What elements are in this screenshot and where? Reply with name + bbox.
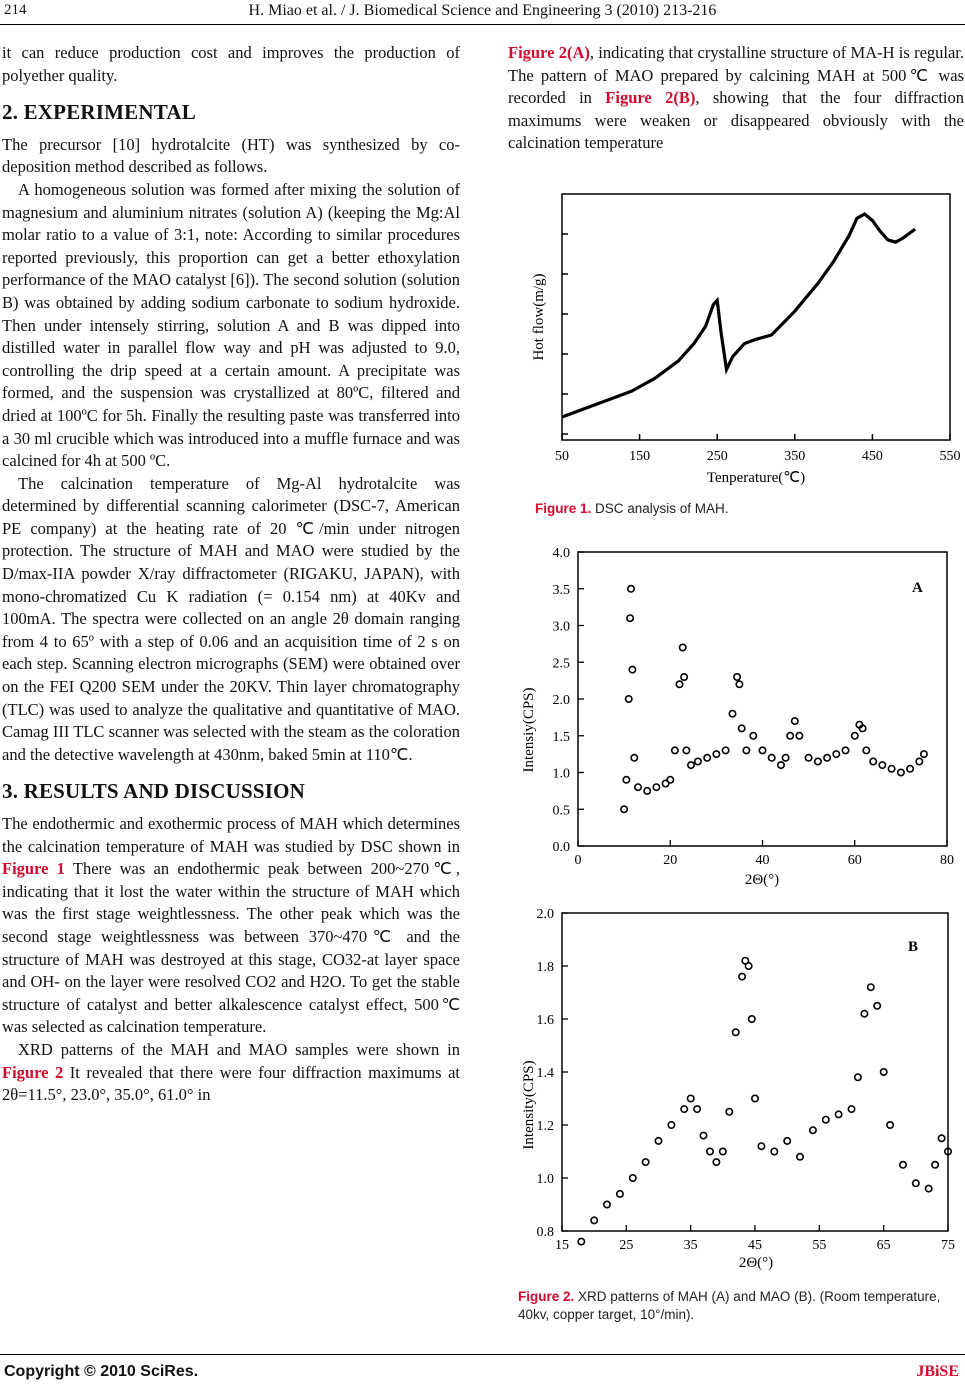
- xrd-data-point: [842, 747, 848, 753]
- xrd-data-point: [759, 747, 765, 753]
- xrd-data-point: [630, 1175, 636, 1181]
- xrd-data-point: [631, 755, 637, 761]
- xrd-data-point: [926, 1185, 932, 1191]
- right-paragraph-text-b: , showing that the four diffraction maximums were weaken or disappeared obviously with the calcination temperature: [508, 88, 964, 153]
- xrd-data-point: [771, 1148, 777, 1154]
- xrd-data-point: [739, 725, 745, 731]
- xrd-data-point: [713, 751, 719, 757]
- figure-2b-panel-label: B: [908, 939, 919, 955]
- figure-1-x-axis-label: Tenperature(℃): [706, 470, 806, 486]
- xrd-data-point: [734, 674, 740, 680]
- xrd-data-point: [591, 1217, 597, 1223]
- xrd-data-point: [874, 1003, 880, 1009]
- figure-1-x-tick-label: 250: [706, 449, 728, 464]
- xrd-data-point: [833, 751, 839, 757]
- xrd-data-point: [621, 806, 627, 812]
- xrd-data-point: [900, 1162, 906, 1168]
- figure-2-caption-label: Figure 2.: [518, 1289, 575, 1304]
- xrd-data-point: [726, 1109, 732, 1115]
- fig2a-x-tick-label: 80: [940, 853, 954, 868]
- fig2a-y-tick-label: 0.5: [552, 803, 570, 819]
- fig2a-x-tick-label: 60: [847, 853, 862, 868]
- fig2b-y-tick-label: 1.0: [536, 1172, 554, 1187]
- xrd-data-point: [604, 1201, 610, 1207]
- figure-2b-plot-frame: [562, 913, 948, 1231]
- fig2b-y-tick-label: 1.2: [536, 1119, 554, 1134]
- xrd-data-point: [916, 758, 922, 764]
- figure-1-plot-frame: [562, 194, 950, 440]
- xrd-data-point: [672, 747, 678, 753]
- section-heading-results: 3. RESULTS AND DISCUSSION: [2, 779, 305, 804]
- figure-2a-x-axis-label: 2Θ(°): [744, 872, 780, 888]
- results-paragraph-1-text-a: The endothermic and exothermic process of MAH which determines the calcination temperature of MAH was studied by DSC shown in: [2, 814, 460, 856]
- xrd-data-point: [743, 747, 749, 753]
- fig2a-y-tick-label: 2.5: [552, 656, 570, 672]
- xrd-data-point: [750, 733, 756, 739]
- xrd-data-point: [635, 784, 641, 790]
- xrd-data-point: [784, 1138, 790, 1144]
- xrd-data-point: [861, 1011, 867, 1017]
- fig2b-x-tick-label: 25: [619, 1238, 634, 1253]
- xrd-data-point: [855, 1074, 861, 1080]
- figure-1-caption-text: DSC analysis of MAH.: [591, 501, 729, 516]
- figure-1-x-tick-label: 550: [939, 449, 961, 464]
- xrd-data-point: [733, 1029, 739, 1035]
- xrd-data-point: [913, 1180, 919, 1186]
- xrd-data-point: [688, 762, 694, 768]
- figure-2b-reference-link[interactable]: Figure 2(B): [605, 88, 696, 108]
- xrd-data-point: [676, 681, 682, 687]
- xrd-data-point: [815, 758, 821, 764]
- results-paragraph-1: [2, 813, 460, 1039]
- fig2a-x-tick-label: 0: [574, 853, 582, 868]
- xrd-data-point: [810, 1127, 816, 1133]
- figure-2a-panel-label: A: [912, 580, 923, 596]
- xrd-data-point: [863, 747, 869, 753]
- experimental-paragraph-1: The precursor [10] hydrotalcite (HT) was synthesized by co-deposition method described as follows.: [2, 134, 460, 177]
- figure-2b-xrd-chart: [512, 905, 964, 1275]
- xrd-data-point: [824, 755, 830, 761]
- right-paragraph-text-a: , indicating that crystalline structure of MA-H is regular. The pattern of MAO prepared by calcining MAH at 500℃ was recorded in: [508, 43, 965, 108]
- xrd-data-point: [707, 1148, 713, 1154]
- figure-2a-plot-frame: [578, 552, 947, 846]
- xrd-data-point: [921, 751, 927, 757]
- xrd-data-point: [644, 788, 650, 794]
- figure-2a-y-axis-label: Intensiy(CPS): [521, 687, 537, 773]
- fig2a-y-tick-label: 1.5: [552, 729, 570, 745]
- xrd-data-point: [623, 777, 629, 783]
- xrd-data-point: [852, 733, 858, 739]
- figure-2b-x-axis-label: 2Θ(°): [738, 1255, 774, 1271]
- xrd-data-point: [888, 766, 894, 772]
- xrd-data-point: [752, 1095, 758, 1101]
- page-footer: [0, 1354, 965, 1387]
- fig2a-x-tick-label: 40: [755, 853, 770, 868]
- xrd-data-point: [749, 1016, 755, 1022]
- page-number: 214: [4, 2, 27, 18]
- xrd-data-point: [688, 1095, 694, 1101]
- xrd-data-point: [823, 1117, 829, 1123]
- experimental-paragraph-2: A homogeneous solution was formed after mixing the solution of magnesium and aluminium nitrates (solution A) (keeping the Mg:Al molar ratio to a value of 3:1, note: According to similar procedures reported previously, this proportion can get a better ethoxylation performance of the MAO catalyst [6]). The second solution (solution B) was obtained by adding sodium carbonate to sodium hydroxide. Then under intensely stirring, solution A and B was dipped into distilled water in parallel flow way and pH was adjusted to 9.0, controlling the drip speed at a certain amount. A precipitate was formed, and the suspension was crystallized at 80ºC, filtered and dried at 100ºC for 5h. Finally the resulting paste was transferred into a 30 ml crucible which was introduced into a muffle furnace and was calcined for 4h at 500 ºC.: [2, 179, 460, 471]
- fig2b-x-tick-label: 55: [812, 1238, 827, 1253]
- xrd-data-point: [681, 1106, 687, 1112]
- xrd-data-point: [642, 1159, 648, 1165]
- figure-2b-y-axis-label: Intensity(CPS): [521, 1060, 537, 1150]
- xrd-data-point: [739, 973, 745, 979]
- xrd-data-point: [694, 1106, 700, 1112]
- xrd-data-point: [720, 1148, 726, 1154]
- running-title: H. Miao et al. / J. Biomedical Science and Engineering 3 (2010) 213-216: [248, 2, 717, 19]
- xrd-data-point: [879, 762, 885, 768]
- fig2a-x-tick-label: 20: [663, 853, 678, 868]
- figure-1-caption-label: Figure 1.: [535, 501, 592, 516]
- figure-1-dsc-chart: [512, 190, 964, 490]
- fig2a-y-tick-label: 3.0: [552, 619, 570, 635]
- page-header: [0, 0, 965, 25]
- xrd-data-point: [626, 696, 632, 702]
- xrd-data-point: [617, 1191, 623, 1197]
- xrd-data-point: [805, 755, 811, 761]
- fig2a-y-tick-label: 4.0: [552, 546, 570, 561]
- xrd-data-point: [887, 1122, 893, 1128]
- xrd-data-point: [704, 755, 710, 761]
- figure-1-y-axis-label: Hot flow(m/g): [531, 273, 547, 361]
- xrd-data-point: [881, 1069, 887, 1075]
- xrd-data-point: [628, 586, 634, 592]
- journal-logo-text: JBiSE: [916, 1363, 959, 1380]
- xrd-data-point: [932, 1162, 938, 1168]
- fig2b-y-tick-label: 1.6: [536, 1013, 554, 1028]
- fig2a-y-tick-label: 0.0: [552, 840, 570, 855]
- xrd-data-point: [729, 711, 735, 717]
- fig2b-x-tick-label: 45: [748, 1238, 762, 1253]
- fig2b-x-tick-label: 15: [555, 1238, 569, 1253]
- xrd-data-point: [769, 755, 775, 761]
- fig2b-y-tick-label: 1.8: [536, 960, 554, 975]
- xrd-data-point: [745, 963, 751, 969]
- figure-2-caption-text: XRD patterns of MAH (A) and MAO (B). (Room temperature, 40kv, copper target, 10°/min).: [518, 1289, 941, 1322]
- right-paragraph: [508, 42, 964, 155]
- xrd-data-point: [797, 1154, 803, 1160]
- xrd-data-point: [722, 747, 728, 753]
- xrd-data-point: [680, 644, 686, 650]
- figure-1-x-tick-label: 350: [784, 449, 806, 464]
- xrd-data-point: [835, 1111, 841, 1117]
- dsc-curve: [562, 214, 915, 417]
- fig2a-y-tick-label: 1.0: [552, 766, 570, 782]
- xrd-data-point: [653, 784, 659, 790]
- figure-2-reference-link[interactable]: Figure 2: [2, 1062, 64, 1082]
- xrd-data-point: [868, 984, 874, 990]
- xrd-data-point: [938, 1135, 944, 1141]
- fig2b-x-tick-label: 35: [683, 1238, 698, 1253]
- fig2a-y-tick-label: 3.5: [552, 582, 570, 598]
- xrd-data-point: [898, 769, 904, 775]
- figure-1-caption: [535, 500, 729, 518]
- xrd-data-point: [683, 747, 689, 753]
- figure-1-x-tick-label: 50: [555, 449, 569, 464]
- xrd-data-point: [758, 1143, 764, 1149]
- fig2a-y-tick-label: 2.0: [552, 693, 570, 708]
- xrd-data-point: [655, 1138, 661, 1144]
- right-column-text: [508, 42, 964, 155]
- xrd-data-point: [629, 666, 635, 672]
- xrd-data-point: [695, 758, 701, 764]
- xrd-data-point: [668, 1122, 674, 1128]
- left-column: [2, 42, 460, 1107]
- fig2b-y-tick-label: 2.0: [536, 907, 554, 922]
- figure-2-caption: [518, 1288, 958, 1324]
- xrd-data-point: [870, 758, 876, 764]
- fig2b-y-tick-label: 1.4: [536, 1066, 554, 1081]
- figure-2a-reference-link[interactable]: Figure 2(A): [508, 43, 590, 62]
- results-paragraph-2-text-a: XRD patterns of the MAH and MAO samples were shown in: [18, 1039, 460, 1059]
- experimental-paragraph-3: The calcination temperature of Mg-Al hydrotalcite was determined by differential scanning calorimeter (DSC-7, American PE company) at the heating rate of 20 ℃/min under nitrogen protection. The structure of MAH and MAO were studied by the D/max-IIA powder X/ray diffractometer (RIGAKU, JAPAN), with mono-chromatized Cu K radiation (= 0.154 nm) at 40Kv and 100mA. The spectra were collected on an angle 2θ domain ranging from 4 to 65º with a step of 0.06 and an acquisition time of 2 s on each step. Scanning electron micrographs (SEM) were obtained over on the FEI Q200 SEM under the 20KV. Thin layer chromatography (TLC) was used to analyze the qualitative and quantitative of MAO. Camag III TLC scanner was selected with the steam as the coloration and the detective wavelength at 430nm, baked 5min at 110℃.: [2, 473, 460, 764]
- xrd-data-point: [787, 733, 793, 739]
- xrd-data-point: [667, 777, 673, 783]
- xrd-data-point: [578, 1238, 584, 1244]
- results-paragraph-2-text-b: It revealed that there were four diffraction maximums at 2θ=11.5°, 23.0°, 35.0°, 61.0° in: [2, 1062, 460, 1105]
- figure-1-reference-link[interactable]: Figure 1: [2, 859, 65, 879]
- xrd-data-point: [681, 674, 687, 680]
- xrd-data-point: [796, 733, 802, 739]
- results-paragraph-2: [2, 1039, 460, 1107]
- xrd-data-point: [627, 615, 633, 621]
- xrd-data-point: [778, 762, 784, 768]
- fig2b-y-tick-label: 0.8: [536, 1225, 554, 1240]
- xrd-data-point: [792, 718, 798, 724]
- section-heading-experimental: 2. EXPERIMENTAL: [2, 100, 196, 125]
- xrd-data-point: [848, 1106, 854, 1112]
- figure-2a-xrd-chart: [512, 540, 964, 890]
- xrd-data-point: [907, 766, 913, 772]
- figure-1-x-tick-label: 150: [629, 449, 651, 464]
- xrd-data-point: [713, 1159, 719, 1165]
- results-paragraph-1-text-b: There was an endothermic peak between 200~270℃, indicating that it lost the water within the structure of MAH which was the first stage weightlessness. The other peak which was the second stage weightlessness was between 370~470℃ and the structure of MAH was destroyed at this stage, CO32-at layer space and OH- on the layer were resolved CO2 and H2O. To get the stable structure of catalyst and better alkalescence catalyst effect, 500℃ was selected as calcination temperature.: [2, 859, 460, 1037]
- intro-tail-paragraph: it can reduce production cost and improves the production of polyether quality.: [2, 43, 460, 85]
- figure-1-x-tick-label: 450: [861, 449, 883, 464]
- xrd-data-point: [782, 755, 788, 761]
- xrd-data-point: [700, 1132, 706, 1138]
- fig2b-x-tick-label: 65: [876, 1238, 891, 1253]
- fig2b-x-tick-label: 75: [941, 1238, 955, 1253]
- copyright-notice: Copyright © 2010 SciRes.: [4, 1363, 199, 1380]
- xrd-data-point: [736, 681, 742, 687]
